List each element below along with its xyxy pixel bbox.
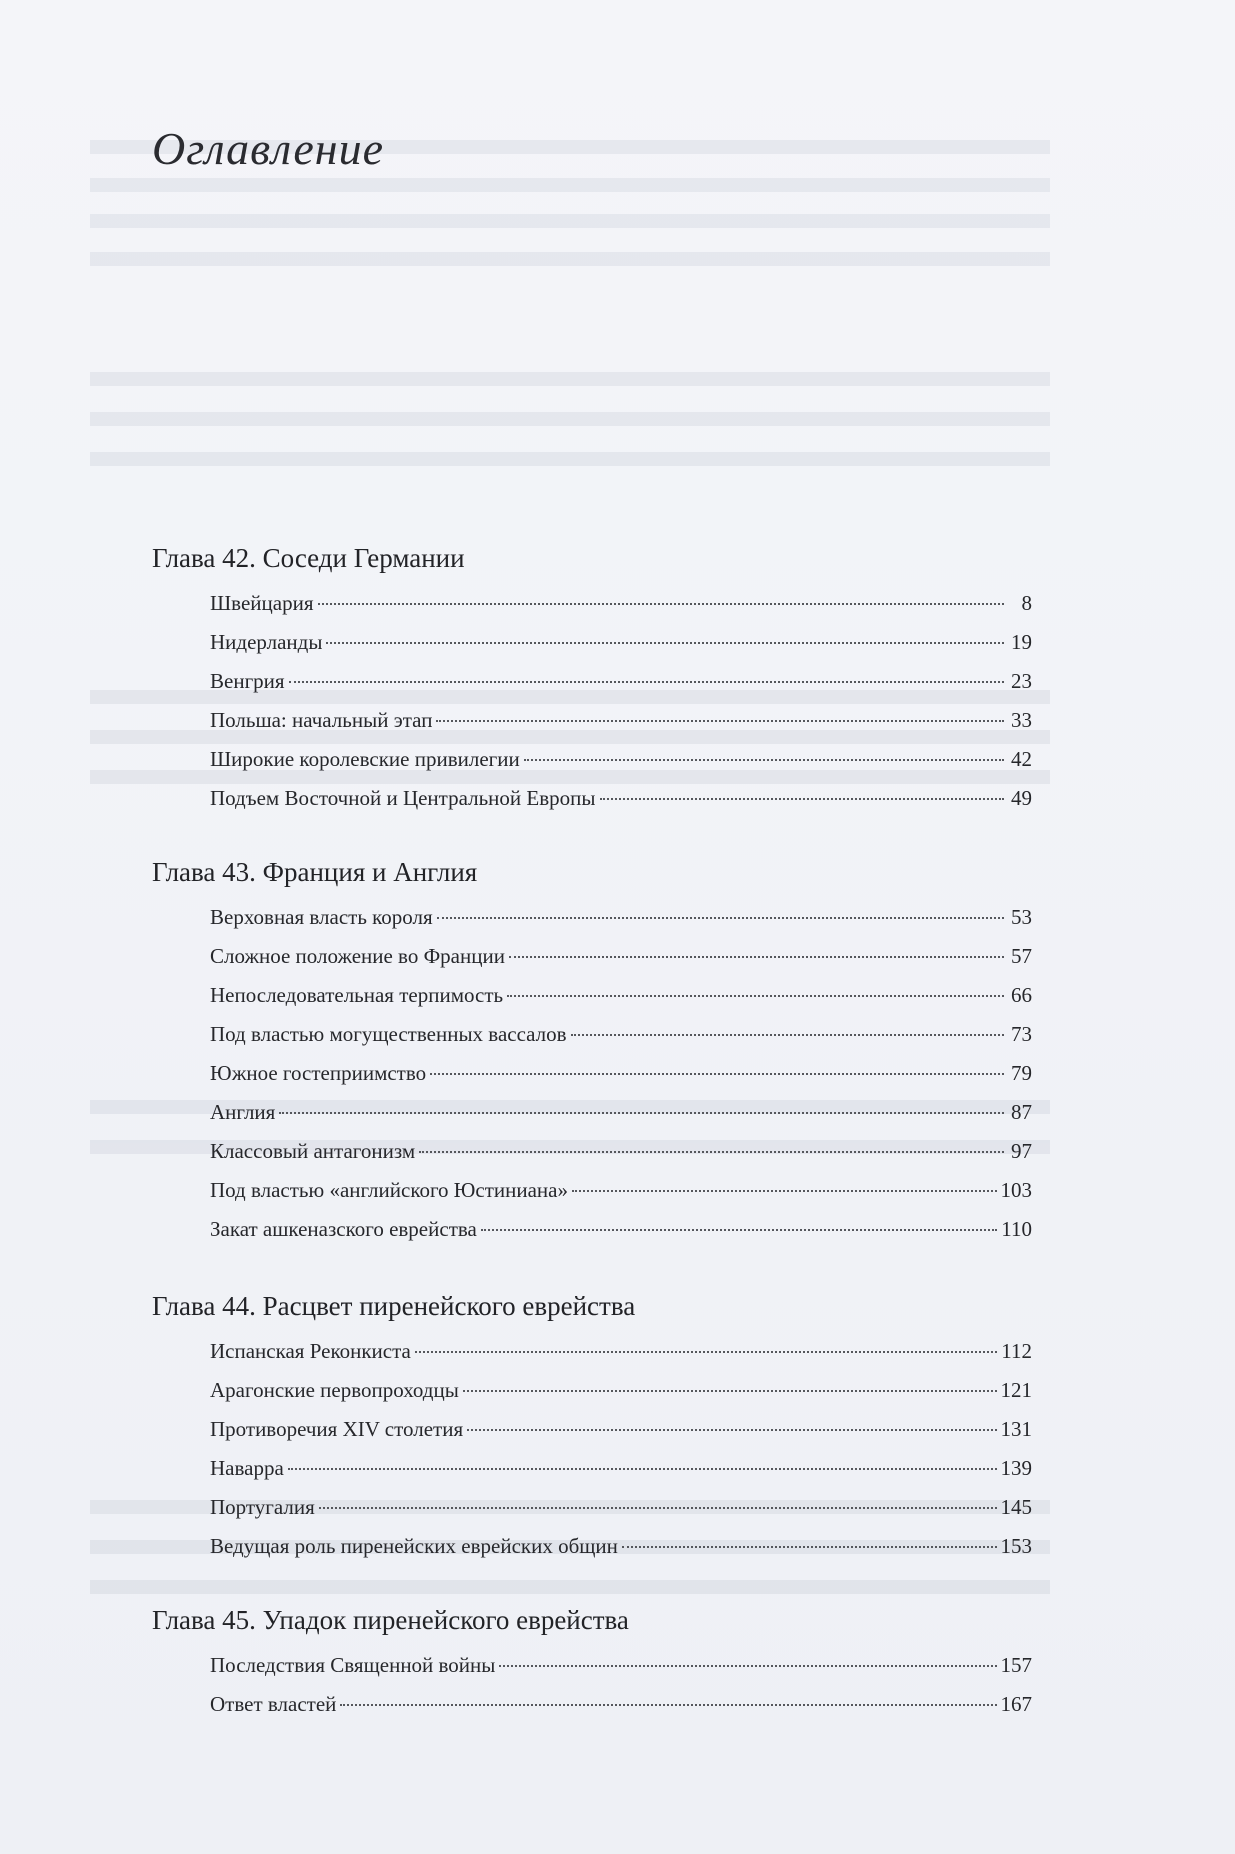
entry-title: Подъем Восточной и Центральной Европы bbox=[210, 786, 596, 810]
dot-leader bbox=[572, 1190, 997, 1192]
dot-leader bbox=[509, 956, 1004, 958]
toc-entry[interactable] bbox=[210, 1527, 1032, 1566]
toc-entry[interactable] bbox=[210, 1488, 1032, 1527]
toc-entry[interactable] bbox=[210, 1093, 1032, 1132]
dot-leader bbox=[463, 1390, 997, 1392]
entry-title: Южное гостеприимство bbox=[210, 1061, 427, 1085]
chapter-heading: Глава 44. Расцвет пиренейского еврейства bbox=[152, 1291, 636, 1321]
dot-leader bbox=[467, 1429, 996, 1431]
entry-page-number: 8 bbox=[1021, 591, 1032, 615]
dot-leader bbox=[437, 917, 1004, 919]
chapter-42 bbox=[152, 538, 1032, 818]
entry-title: Испанская Реконкиста bbox=[210, 1339, 411, 1363]
entry-page-number: 66 bbox=[1011, 983, 1032, 1007]
entry-title: Под властью «английского Юстиниана» bbox=[210, 1178, 568, 1202]
toc-entry[interactable] bbox=[210, 1646, 1032, 1685]
dot-leader bbox=[288, 1468, 997, 1470]
dot-leader bbox=[499, 1665, 996, 1667]
toc-entry[interactable] bbox=[210, 584, 1032, 623]
chapter-heading: Глава 45. Упадок пиренейского еврейства bbox=[152, 1605, 629, 1635]
dot-leader bbox=[319, 1507, 997, 1509]
entry-title: Закат ашкеназского еврейства bbox=[210, 1217, 477, 1241]
entry-page-number: 153 bbox=[1000, 1534, 1032, 1558]
toc-entry[interactable] bbox=[210, 1410, 1032, 1449]
entry-page-number: 73 bbox=[1011, 1022, 1032, 1046]
dot-leader bbox=[340, 1704, 996, 1706]
entry-page-number: 139 bbox=[1000, 1456, 1032, 1480]
toc-entry[interactable] bbox=[210, 1015, 1032, 1054]
entry-title: Венгрия bbox=[210, 669, 285, 693]
entry-title: Сложное положение во Франции bbox=[210, 944, 505, 968]
page-title: Оглавление bbox=[152, 123, 385, 174]
entry-page-number: 103 bbox=[1000, 1178, 1032, 1202]
toc-entry[interactable] bbox=[210, 740, 1032, 779]
entry-title: Противоречия XIV столетия bbox=[210, 1417, 464, 1441]
toc-entry[interactable] bbox=[210, 623, 1032, 662]
entry-title: Португалия bbox=[210, 1495, 315, 1519]
toc-entry[interactable] bbox=[210, 1332, 1032, 1371]
entry-title: Ответ властей bbox=[210, 1692, 337, 1716]
dot-leader bbox=[279, 1112, 1004, 1114]
dot-leader bbox=[430, 1073, 1004, 1075]
toc-entry[interactable] bbox=[210, 976, 1032, 1015]
entry-page-number: 49 bbox=[1011, 786, 1032, 810]
chapter-heading: Глава 42. Соседи Германии bbox=[152, 543, 465, 573]
toc-entry[interactable] bbox=[210, 898, 1032, 937]
entry-page-number: 57 bbox=[1011, 944, 1032, 968]
dot-leader bbox=[600, 798, 1005, 800]
entry-page-number: 157 bbox=[1000, 1653, 1032, 1677]
entry-title: Непоследовательная терпимость bbox=[210, 983, 504, 1007]
chapter-entries bbox=[210, 1332, 1032, 1566]
dot-leader bbox=[289, 681, 1004, 683]
toc-entry[interactable] bbox=[210, 1685, 1032, 1724]
entry-title: Последствия Священной войны bbox=[210, 1653, 496, 1677]
dot-leader bbox=[571, 1034, 1004, 1036]
toc-entry[interactable] bbox=[210, 701, 1032, 740]
entry-page-number: 167 bbox=[1000, 1692, 1032, 1716]
entry-page-number: 110 bbox=[1001, 1217, 1032, 1241]
entry-page-number: 131 bbox=[1000, 1417, 1032, 1441]
toc-entry[interactable] bbox=[210, 1449, 1032, 1488]
dot-leader bbox=[436, 720, 1004, 722]
toc-entry[interactable] bbox=[210, 1171, 1032, 1210]
dot-leader bbox=[326, 642, 1004, 644]
chapter-44 bbox=[152, 1286, 1032, 1566]
entry-page-number: 97 bbox=[1011, 1139, 1032, 1163]
chapter-entries bbox=[210, 898, 1032, 1249]
dot-leader bbox=[507, 995, 1004, 997]
chapter-45 bbox=[152, 1600, 1032, 1724]
dot-leader bbox=[622, 1546, 997, 1548]
entry-title: Нидерланды bbox=[210, 630, 323, 654]
entry-page-number: 145 bbox=[1000, 1495, 1032, 1519]
entry-page-number: 33 bbox=[1011, 708, 1032, 732]
entry-title: Широкие королевские привилегии bbox=[210, 747, 520, 771]
entry-title: Ведущая роль пиренейских еврейских общин bbox=[210, 1534, 618, 1558]
entry-page-number: 19 bbox=[1011, 630, 1032, 654]
toc-entry[interactable] bbox=[210, 779, 1032, 818]
entry-page-number: 121 bbox=[1000, 1378, 1032, 1402]
entry-page-number: 87 bbox=[1011, 1100, 1032, 1124]
toc-entry[interactable] bbox=[210, 1210, 1032, 1249]
toc-entry[interactable] bbox=[210, 1371, 1032, 1410]
entry-title: Польша: начальный этап bbox=[210, 708, 433, 732]
toc-entry[interactable] bbox=[210, 662, 1032, 701]
dot-leader bbox=[524, 759, 1004, 761]
dot-leader bbox=[419, 1151, 1004, 1153]
entry-title: Арагонские первопроходцы bbox=[210, 1378, 459, 1402]
entry-page-number: 112 bbox=[1001, 1339, 1032, 1363]
chapter-43 bbox=[152, 852, 1032, 1249]
entry-page-number: 53 bbox=[1011, 905, 1032, 929]
dot-leader bbox=[415, 1351, 997, 1353]
entry-title: Под властью могущественных вассалов bbox=[210, 1022, 567, 1046]
chapter-entries bbox=[210, 584, 1032, 818]
entry-page-number: 23 bbox=[1011, 669, 1032, 693]
dot-leader bbox=[318, 603, 1005, 605]
entry-page-number: 42 bbox=[1011, 747, 1032, 771]
entry-page-number: 79 bbox=[1011, 1061, 1032, 1085]
toc-entry[interactable] bbox=[210, 937, 1032, 976]
toc-entry[interactable] bbox=[210, 1132, 1032, 1171]
entry-title: Верховная власть короля bbox=[210, 905, 433, 929]
chapter-heading: Глава 43. Франция и Англия bbox=[152, 857, 478, 887]
entry-title: Швейцария bbox=[210, 591, 314, 615]
entry-title: Наварра bbox=[210, 1456, 284, 1480]
chapter-entries bbox=[210, 1646, 1032, 1724]
entry-title: Классовый антагонизм bbox=[210, 1139, 416, 1163]
toc-entry[interactable] bbox=[210, 1054, 1032, 1093]
dot-leader bbox=[481, 1229, 997, 1231]
entry-title: Англия bbox=[210, 1100, 276, 1124]
